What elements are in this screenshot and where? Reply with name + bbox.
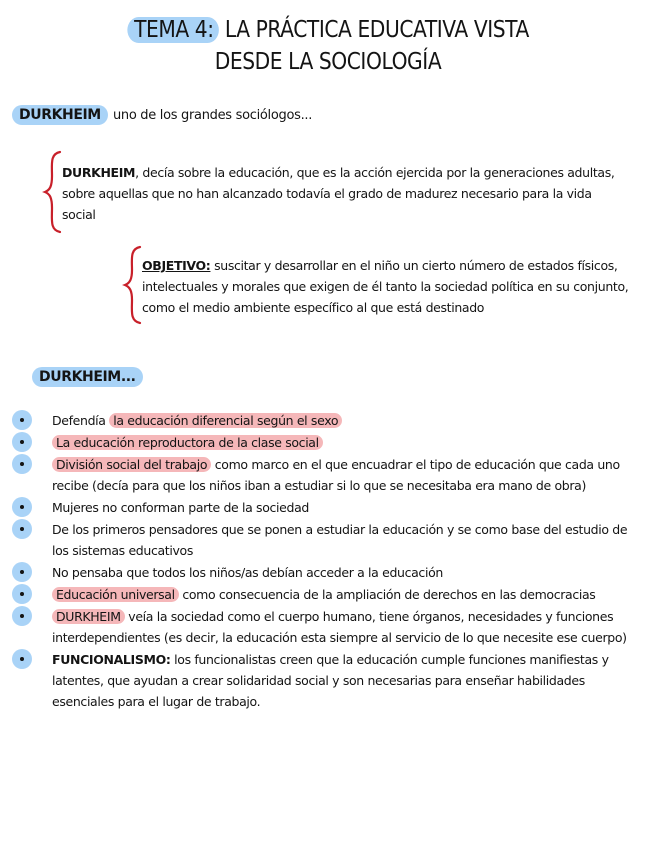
bullet-icon: [12, 454, 32, 474]
bullet-icon: [12, 584, 32, 604]
intro-label: DURKHEIM: [12, 105, 108, 125]
highlight: la educación diferencial según el sexo: [109, 413, 342, 428]
title-line-2: DESDE LA SOCIOLOGÍA: [214, 49, 442, 75]
list-item: No pensaba que todos los niños/as debían acceder a la educación: [14, 562, 644, 583]
objective-text: suscitar y desarrollar en el niño un cierto número de estados físicos, intelectuales y morales que exigen de él tanto la sociedad política en su conjunto, como el medio ambiente específico al que está destinado: [142, 258, 629, 315]
list-item: Defendía la educación diferencial según el sexo: [14, 410, 644, 431]
list-item: Educación universal como consecuencia de la ampliación de derechos en las democracias: [14, 584, 644, 605]
bullet-icon: [12, 562, 32, 582]
keyword: FUNCIONALISMO:: [52, 652, 171, 667]
page-title: [39, 14, 616, 78]
highlight: División social del trabajo: [52, 457, 211, 472]
bullet-icon: [12, 497, 32, 517]
section-heading: [32, 366, 143, 385]
list-item: De los primeros pensadores que se ponen a estudiar la educación y se como base del estudio de los sistemas educativos: [14, 519, 644, 561]
definition-label: DURKHEIM: [62, 165, 136, 180]
highlight: DURKHEIM: [52, 609, 125, 624]
list-item: División social del trabajo como marco en el que encuadrar el tipo de educación que cada uno recibe (decía para que los niños iban a estudiar si lo que se necesitaba era mano de obra): [14, 454, 644, 496]
intro-line: [12, 104, 312, 123]
highlight: Educación universal: [52, 587, 179, 602]
list-item: FUNCIONALISMO: los funcionalistas creen que la educación cumple funciones manifiestas y latentes, que ayudan a crear solidaridad social y son necesarias para enseñar habilidades esenciales para el lugar de trabajo.: [14, 649, 644, 712]
intro-text: uno de los grandes sociólogos...: [112, 108, 313, 123]
bullet-icon: [12, 410, 32, 430]
objective-label: OBJETIVO:: [142, 258, 211, 273]
bullet-icon: [12, 606, 32, 626]
objective-paragraph: [142, 255, 647, 318]
bullet-icon: [12, 432, 32, 452]
bullet-list: [14, 410, 644, 712]
list-item: Mujeres no conforman parte de la sociedad: [14, 497, 644, 518]
definition-text: decía sobre la educación, que es la acción ejercida por la generaciones adultas, sobre aquellas que no han alcanzado todavía el grado de madurez necesario para la vida social: [62, 165, 615, 222]
title-tema-highlight: TEMA 4:: [127, 17, 219, 43]
list-item: DURKHEIM veía la sociedad como el cuerpo humano, tiene órganos, necesidades y funciones interdependientes (es decir, la educación esta siempre al servicio de lo que necesite ese cuerpo): [14, 606, 644, 648]
definition-brace: [44, 150, 64, 234]
definition-paragraph: DURKHEIM, decía sobre la educación, que es la acción ejercida por la generaciones adultas, sobre aquellas que no han alcanzado todavía el grado de madurez necesario para la vida social: [62, 165, 615, 222]
list-item: [14, 432, 644, 453]
bullet-icon: [12, 649, 32, 669]
section-label: DURKHEIM...: [32, 367, 143, 387]
objective-brace: [124, 245, 144, 325]
highlight: La educación reproductora de la clase social: [52, 435, 323, 450]
title-line-1: LA PRÁCTICA EDUCATIVA VISTA: [224, 17, 529, 43]
bullet-icon: [12, 519, 32, 539]
